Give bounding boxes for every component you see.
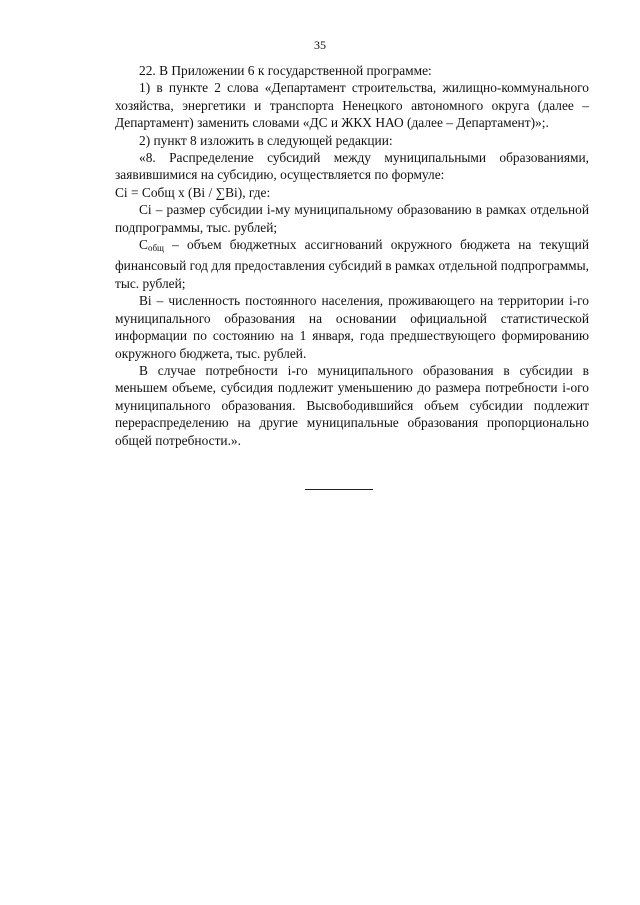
paragraph-clause-8: «8. Распределение субсидий между муниципальными образованиями, заявившимися на субсидию, осуществляется по формуле: (115, 150, 589, 183)
closing-rule (305, 489, 373, 490)
symbol-subscript: общ (147, 243, 164, 254)
definition-ci: Ci – размер субсидии i-му муниципальному образованию в рамках отдельной подпрограммы, тыс. рублей; (115, 202, 589, 235)
definition-cobsh (115, 236, 589, 292)
paragraph-item-22: 22. В Приложении 6 к государственной программе: (139, 63, 432, 78)
page-number: 35 (314, 38, 326, 52)
subsidy-formula: Ci = Cобщ x (Bi / ∑Bi), где: (115, 184, 271, 200)
symbol-c: C (139, 237, 148, 253)
document-body (115, 62, 589, 449)
paragraph-subitem-2: 2) пункт 8 изложить в следующей редакции: (139, 132, 393, 148)
paragraph-subitem-1: 1) в пункте 2 слова «Департамент строительства, жилищно-коммунального хозяйства, энергетики и транспорта Ненецкого автономного округа (далее – Департамент) заменить словами «ДС и ЖКХ НАО (далее – Департамент)»;. (115, 80, 589, 131)
definition-cobsh-text: – объем бюджетных ассигнований окружного бюджета на текущий финансовый год для предоставления субсидий в рамках отдельной подпрограммы, тыс. рублей; (115, 237, 589, 291)
paragraph-reduction: В случае потребности i-го муниципального образования в субсидии в меньшем объеме, субсидия подлежит уменьшению до размера потребности i-ого муниципального образования. Высвободившийся объем субсидии подлежит перераспределению на другие муниципальные образования пропорционально общей потребности.». (115, 362, 589, 448)
definition-bi: Bi – численность постоянного населения, проживающего на территории i-го муниципального образования на основании официальной статистической информации по состоянию на 1 января, года предшествующего формированию окружного бюджета, тыс. рублей. (115, 293, 589, 361)
